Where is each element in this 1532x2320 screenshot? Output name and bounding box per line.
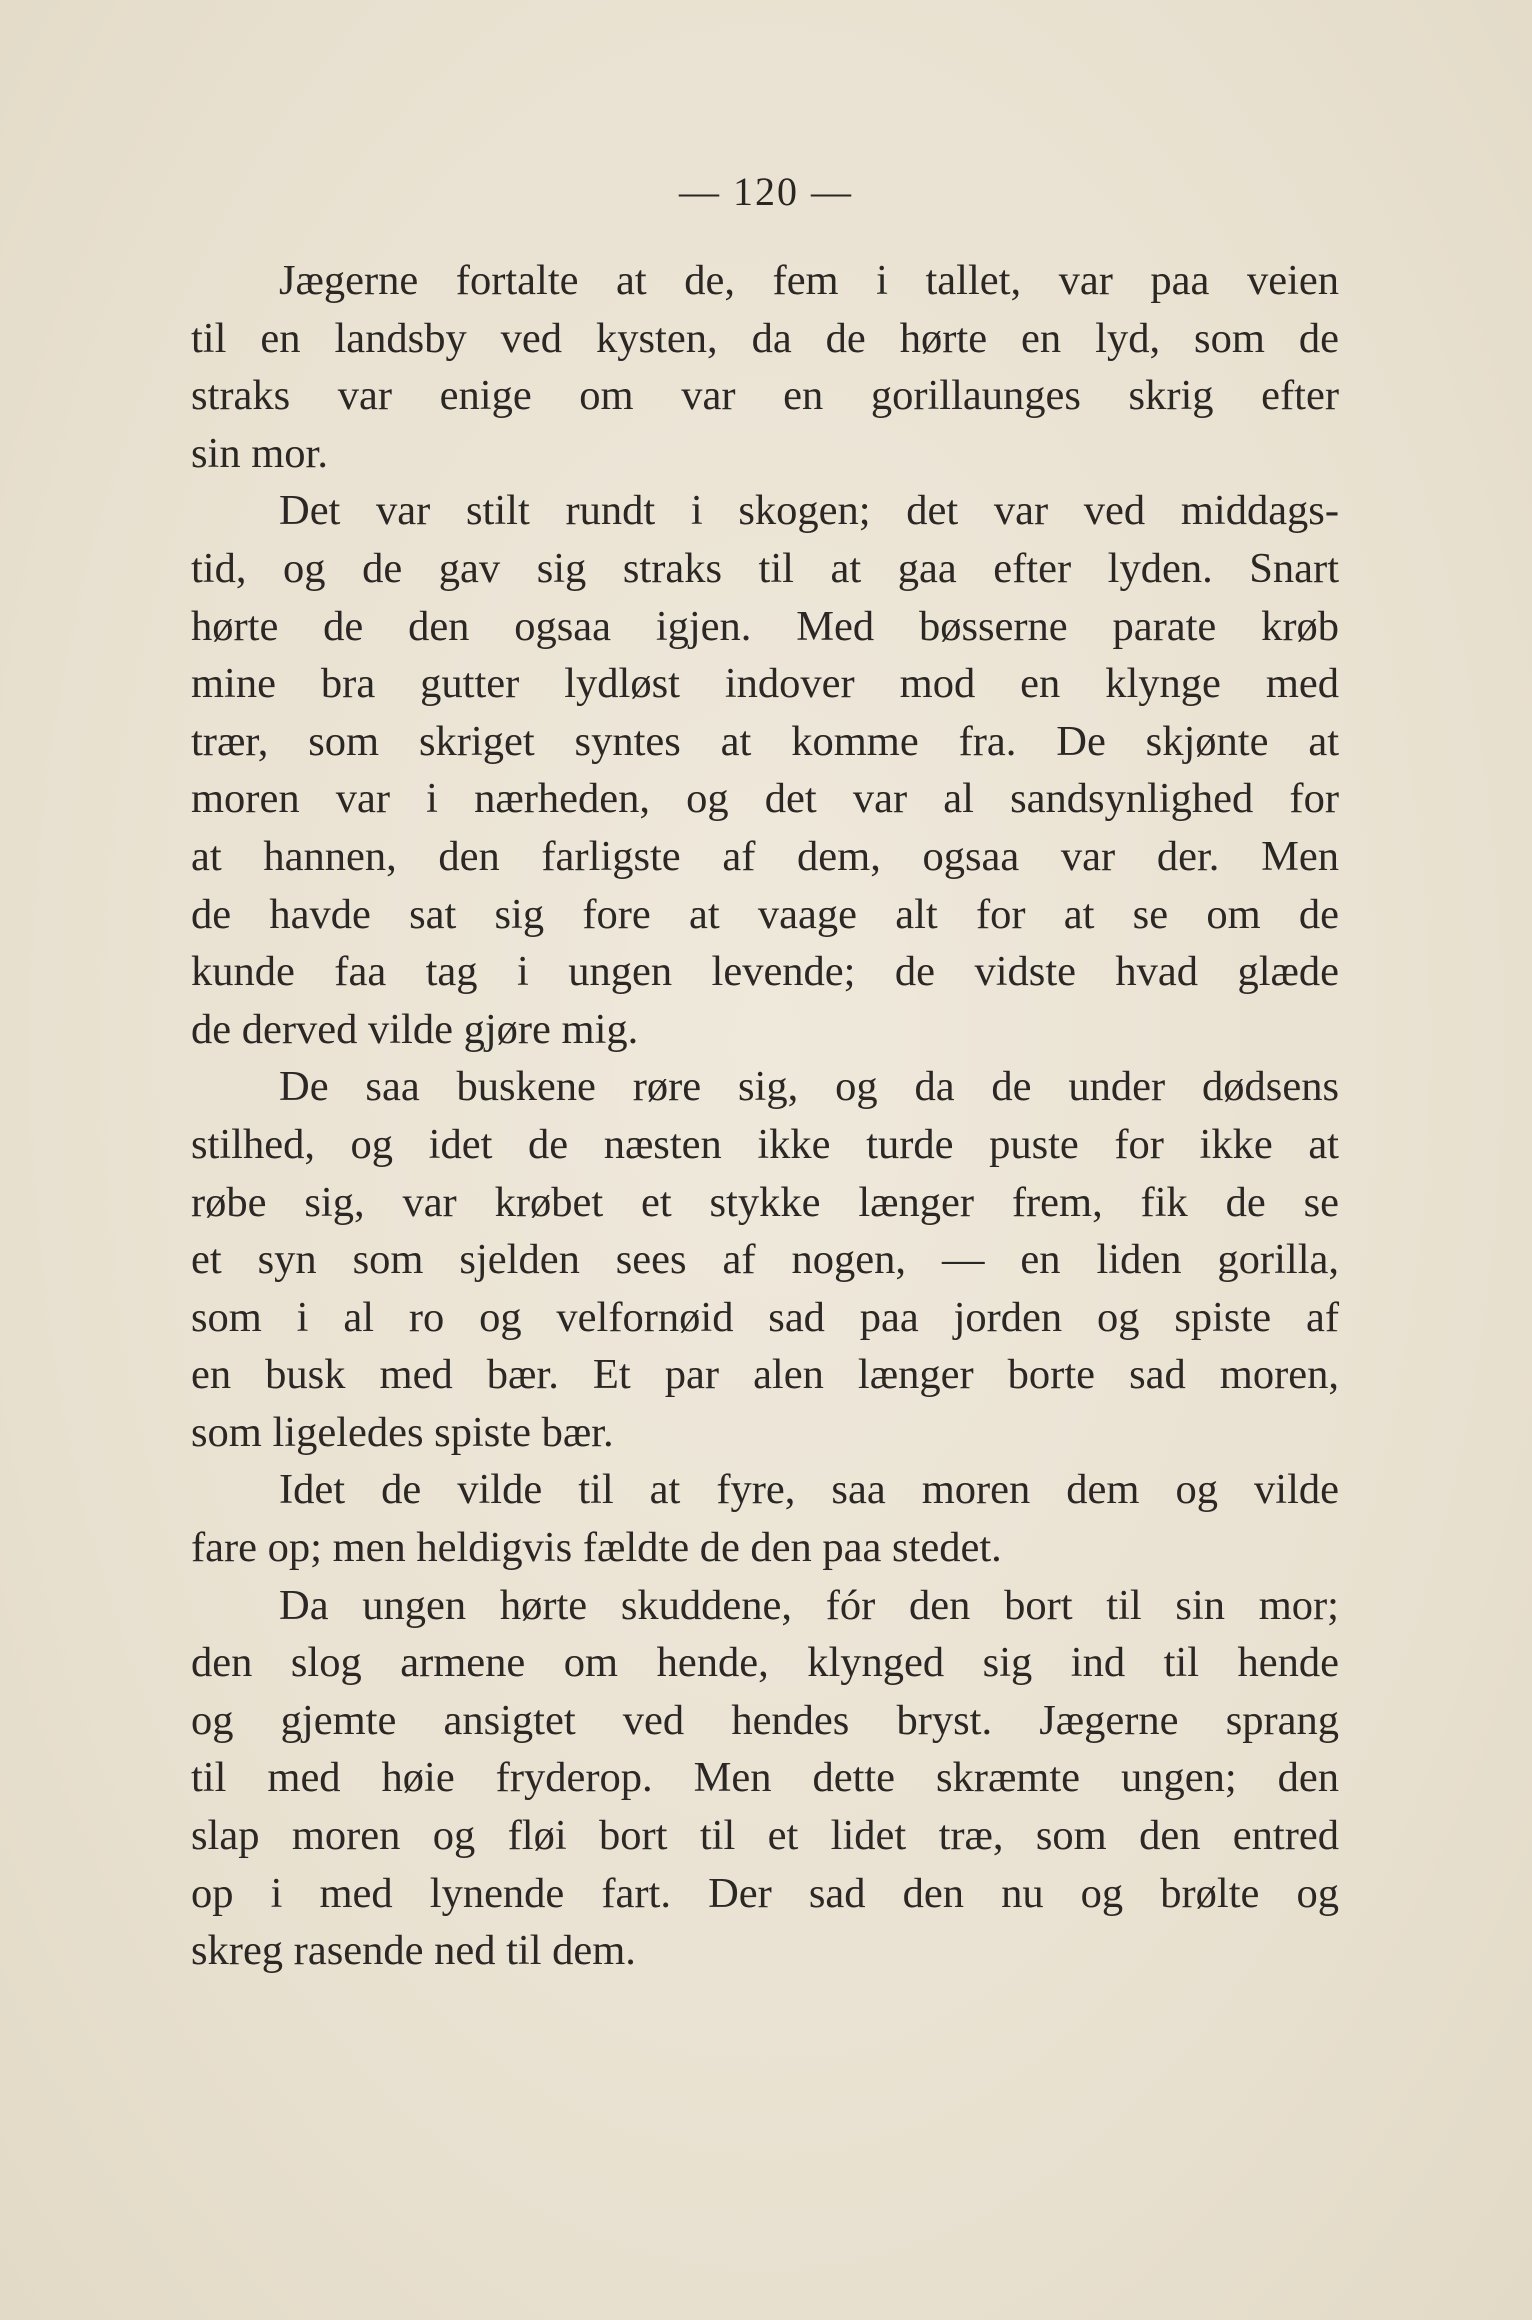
text-line: en busk med bær. Et par alen længer borte sad moren, [191, 1351, 1339, 1399]
text-line: op i med lynende fart. Der sad den nu og brølte og [191, 1869, 1339, 1917]
text-line: de derved vilde gjøre mig. [191, 1005, 639, 1053]
text-line: hørte de den ogsaa igjen. Med bøsserne parate krøb [191, 602, 1339, 650]
text-line: at hannen, den farligste af dem, ogsaa var der. Men [191, 832, 1339, 880]
text-line: Jægerne fortalte at de, fem i tallet, var paa veien [279, 257, 1339, 304]
text-line: den slog armene om hende, klynged sig ind til hende [191, 1639, 1339, 1687]
text-line: trær, som skriget syntes at komme fra. De skjønte at [191, 717, 1339, 765]
text-line: slap moren og fløi bort til et lidet træ, som den entred [191, 1812, 1339, 1860]
text-line: røbe sig, var krøbet et stykke længer frem, fik de se [191, 1178, 1339, 1226]
text-line: fare op; men heldigvis fældte de den paa stedet. [191, 1524, 1002, 1572]
text-line: som i al ro og velfornøid sad paa jorden og spiste af [191, 1293, 1339, 1341]
page-number: — 120 — [679, 169, 853, 214]
text-line: straks var enige om var en gorillaunges skrig efter [191, 372, 1339, 420]
paragraph [191, 252, 1339, 482]
paragraph [191, 1577, 1339, 1980]
text-line: skreg rasende ned til dem. [191, 1927, 636, 1975]
body-text [191, 252, 1339, 1980]
text-line: stilhed, og idet de næsten ikke turde puste for ikke at [191, 1120, 1339, 1168]
text-line: Det var stilt rundt i skogen; det var ved middags- [279, 487, 1339, 535]
text-line: sin mor. [191, 429, 328, 477]
text-line: Da ungen hørte skuddene, fór den bort til sin mor; [279, 1581, 1339, 1629]
paragraph [191, 482, 1339, 1058]
text-line: og gjemte ansigtet ved hendes bryst. Jægerne sprang [191, 1696, 1339, 1744]
text-line: til en landsby ved kysten, da de hørte en lyd, som de [191, 314, 1339, 362]
text-line: De saa buskene røre sig, og da de under dødsens [279, 1063, 1339, 1111]
text-line: som ligeledes spiste bær. [191, 1408, 614, 1456]
text-line: til med høie fryderop. Men dette skræmte ungen; den [191, 1754, 1339, 1802]
text-line: moren var i nærheden, og det var al sandsynlighed for [191, 775, 1339, 823]
text-line: et syn som sjelden sees af nogen, — en liden gorilla, [191, 1236, 1339, 1284]
text-line: Idet de vilde til at fyre, saa moren dem og vilde [279, 1466, 1339, 1514]
paragraph [191, 1058, 1339, 1461]
paragraph [191, 1461, 1339, 1576]
text-line: kunde faa tag i ungen levende; de vidste hvad glæde [191, 948, 1339, 996]
text-line: de havde sat sig fore at vaage alt for at se om de [191, 890, 1339, 938]
text-line: mine bra gutter lydløst indover mod en klynge med [191, 660, 1339, 708]
text-line: tid, og de gav sig straks til at gaa efter lyden. Snart [191, 544, 1339, 592]
